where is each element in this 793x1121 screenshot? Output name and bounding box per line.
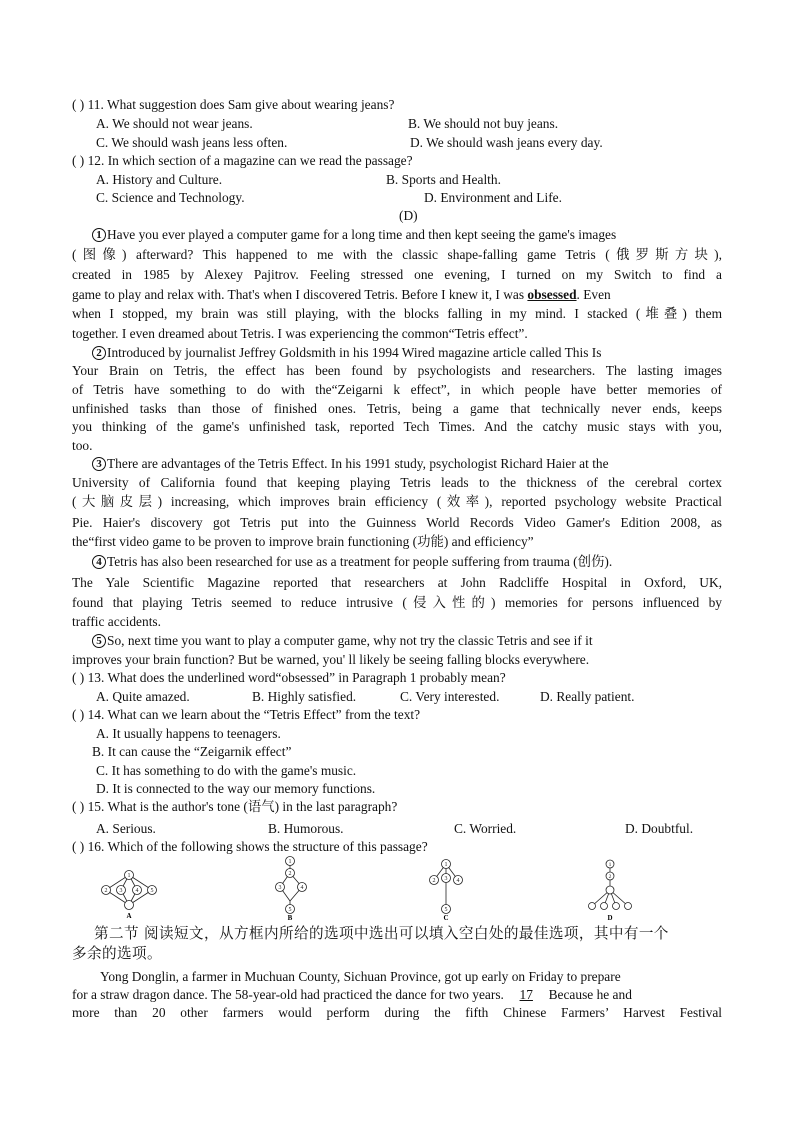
svg-text:5: 5 xyxy=(444,907,448,913)
q16-stem: ( ) 16. Which of the following shows the structure of this passage? xyxy=(72,839,428,854)
svg-text:2: 2 xyxy=(432,878,436,884)
q15-option-c: C. Worried. xyxy=(454,821,517,836)
q11-option-c: C. We should wash jeans less often. xyxy=(96,135,288,150)
q12-stem: ( ) 12. In which section of a magazine can we read the passage? xyxy=(72,153,413,168)
q14-option-d: D. It is connected to the way our memory functions. xyxy=(96,781,376,796)
cloze-blank-17[interactable]: 17 xyxy=(519,987,533,1002)
para5-line1: 5 So, next time you want to play a computer game, why not try the classic Tetris and see if it xyxy=(92,632,593,649)
cloze-line2: for a straw dragon dance. The 58-year-old had practiced the dance for two years. 17 Because he and xyxy=(72,987,632,1002)
svg-text:1: 1 xyxy=(608,862,612,868)
para2-line3: of Tetris have something to do with the“Zeigarni k effect”, in which people have better memories of xyxy=(72,382,722,397)
para2-line1: 2 Introduced by journalist Jeffrey Goldsmith in his 1994 Wired magazine article called This Is xyxy=(92,344,601,361)
structure-label-a: A xyxy=(126,912,132,920)
q14-option-b: B. It can cause the “Zeigarnik effect” xyxy=(92,744,292,759)
svg-text:4: 4 xyxy=(300,885,304,891)
svg-text:4: 4 xyxy=(456,878,460,884)
svg-text:5: 5 xyxy=(288,907,292,913)
q12-option-d: D. Environment and Life. xyxy=(424,190,562,205)
q15-option-d: D. Doubtful. xyxy=(625,821,694,836)
q12-option-c: C. Science and Technology. xyxy=(96,190,245,205)
q15-option-a: A. Serious. xyxy=(96,821,156,836)
svg-text:2: 2 xyxy=(288,871,292,877)
svg-text:2: 2 xyxy=(104,888,108,894)
structure-option-d xyxy=(582,856,642,926)
q11-option-d: D. We should wash jeans every day. xyxy=(410,135,603,150)
section2-instruction-line1: 第二节 阅读短文，从方框内所给的选项中选出可以填入空白处的最佳选项，其中有一个 xyxy=(94,925,669,942)
para2-line5: you thinking of the game's unfinished task, reported Tech Times. And the catchy music stays with you, xyxy=(72,419,722,434)
svg-text:3: 3 xyxy=(444,876,448,882)
para4-line4: traffic accidents. xyxy=(72,614,161,629)
structure-option-a xyxy=(96,858,162,924)
svg-text:5: 5 xyxy=(150,888,154,894)
svg-text:1: 1 xyxy=(444,862,448,868)
svg-text:2: 2 xyxy=(608,874,612,880)
para3-line5: the“first video game to be proven to improve brain functioning (功能) and efficiency” xyxy=(72,534,534,549)
structure-label-c: C xyxy=(443,914,449,921)
para2-line4: unfinished tasks than those of finished ones. Tetris, being a game that technically never ends, keeps xyxy=(72,401,722,416)
para5-line2: improves your brain function? But be warned, you' ll likely be seeing falling blocks everywhere. xyxy=(72,652,590,667)
cloze-line1: Yong Donglin, a farmer in Muchuan County, Sichuan Province, got up early on Friday to prepare xyxy=(100,969,621,984)
para1-line4: game to play and relax with. That's when I discovered Tetris. Before I knew it, I was obsessed. Even xyxy=(72,287,611,302)
para2-line6: too. xyxy=(72,438,93,453)
para1-line6: together. I even dreamed about Tetris. I was experiencing the common“Tetris effect”. xyxy=(72,326,528,341)
para3-number: 3 xyxy=(92,457,106,471)
q14-stem: ( ) 14. What can we learn about the “Tetris Effect” from the text? xyxy=(72,707,421,722)
svg-text:4: 4 xyxy=(135,888,139,894)
passage-label: (D) xyxy=(399,208,418,223)
para4-line1: 4 Tetris has also been researched for use as a treatment for people suffering from trauma (创伤). xyxy=(92,553,612,570)
q13-option-a: A. Quite amazed. xyxy=(96,689,190,704)
para4-line2: The Yale Scientific Magazine reported that researchers at John Radcliffe Hospital in Oxford, UK, xyxy=(72,575,722,590)
q13-option-d: D. Really patient. xyxy=(540,689,635,704)
para1-line5: when I stopped, my brain was still playing, with the blocks falling in my mind. I stacked (堆叠) them xyxy=(72,306,722,321)
underlined-word-obsessed: obsessed xyxy=(527,287,577,302)
q12-option-b: B. Sports and Health. xyxy=(386,172,501,187)
para2-number: 2 xyxy=(92,346,106,360)
q14-option-c: C. It has something to do with the game's music. xyxy=(96,763,357,778)
section2-instruction-line2: 多余的选项。 xyxy=(72,945,162,962)
para5-number: 5 xyxy=(92,634,106,648)
q13-stem: ( ) 13. What does the underlined word“obsessed” in Paragraph 1 probably mean? xyxy=(72,670,506,685)
para1-line3: created in 1985 by Alexey Pajitrov. Feeling stressed one evening, I turned on my Switch to find a xyxy=(72,267,722,282)
para1-line2: (图像) afterward? This happened to me with the classic shape-falling game Tetris (俄罗斯方块), xyxy=(72,247,722,262)
para1-line1: 1 Have you ever played a computer game for a long time and then kept seeing the game's images xyxy=(92,226,616,243)
q15-option-b: B. Humorous. xyxy=(268,821,344,836)
cloze-line3: more than 20 other farmers would perform during the fifth Chinese Farmers’ Harvest Festival xyxy=(72,1005,722,1020)
para4-line3: found that playing Tetris seemed to reduce intrusive (侵入性的) memories for persons influenced by xyxy=(72,595,722,610)
para4-number: 4 xyxy=(92,555,106,569)
svg-text:1: 1 xyxy=(288,859,292,865)
q11-option-b: B. We should not buy jeans. xyxy=(408,116,559,131)
svg-text:3: 3 xyxy=(278,885,282,891)
q15-stem: ( ) 15. What is the author's tone (语气) in the last paragraph? xyxy=(72,799,398,814)
para1-number: 1 xyxy=(92,228,106,242)
structure-label-d: D xyxy=(607,914,613,922)
structure-option-b xyxy=(268,851,318,925)
para3-line4: Pie. Haier's discovery got Tetris put into the Guinness World Records Video Gamer's Edition 2008, as xyxy=(72,515,722,530)
para3-line3: (大脑皮层) increasing, which improves brain efficiency (效率), reported psychology website Practical xyxy=(72,494,722,509)
q11-option-a: A. We should not wear jeans. xyxy=(96,116,253,131)
q11-stem: ( ) 11. What suggestion does Sam give about wearing jeans? xyxy=(72,97,395,112)
structure-label-b: B xyxy=(287,914,293,921)
q12-option-a: A. History and Culture. xyxy=(96,172,223,187)
para2-line2: Your Brain on Tetris, the effect has been found by psychologists and researchers. The lasting images xyxy=(72,363,722,378)
q14-option-a: A. It usually happens to teenagers. xyxy=(96,726,281,741)
svg-text:1: 1 xyxy=(127,873,131,879)
para3-line2: University of California found that keeping playing Tetris leads to the thickness of the cerebral cortex xyxy=(72,475,722,490)
q13-option-c: C. Very interested. xyxy=(400,689,500,704)
para3-line1: 3 There are advantages of the Tetris Effect. In his 1991 study, psychologist Richard Haier at the xyxy=(92,455,609,472)
q13-option-b: B. Highly satisfied. xyxy=(252,689,357,704)
structure-option-c xyxy=(422,854,472,925)
svg-text:3: 3 xyxy=(119,888,123,894)
